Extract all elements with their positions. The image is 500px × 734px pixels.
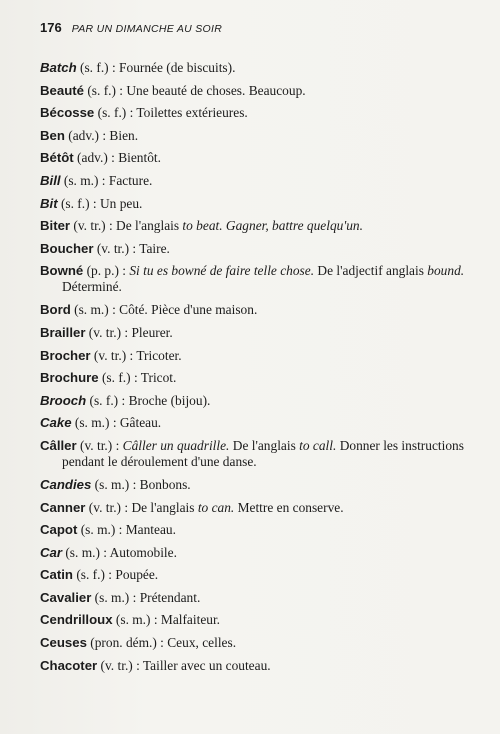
definition: Un peu. xyxy=(100,195,143,211)
headword: Car xyxy=(40,544,62,560)
definition: Pleurer. xyxy=(131,324,173,340)
headword: Bill xyxy=(40,172,61,188)
glossary-entry xyxy=(40,302,480,325)
grammar: (s. f.) : xyxy=(76,60,120,75)
glossary-entry xyxy=(40,415,480,438)
example-italic: Si tu es bowné de faire telle chose. xyxy=(129,263,315,279)
glossary-entry xyxy=(40,263,480,302)
definition: Tricoter. xyxy=(136,347,182,363)
grammar: (pron. dém.) : xyxy=(86,635,168,651)
glossary-entry xyxy=(40,60,480,83)
grammar: (s. m.) : xyxy=(91,476,140,492)
definition: Gâteau. xyxy=(119,415,162,431)
headword: Bécosse xyxy=(40,105,95,121)
definition: Bientôt. xyxy=(118,150,161,166)
headword: Chacoter xyxy=(40,657,98,673)
grammar: (s. m.) : xyxy=(70,302,120,318)
grammar: (s. m.) : xyxy=(91,589,140,605)
definition: De l'anglais xyxy=(131,499,198,515)
definition-continued: Déterminé. xyxy=(62,279,122,295)
grammar: (v. tr.) : xyxy=(70,218,117,234)
definition-tail: Mettre en conserve. xyxy=(234,499,344,515)
glossary-entry xyxy=(40,370,480,393)
running-header xyxy=(40,20,222,35)
english-word: to can. xyxy=(197,499,235,515)
glossary-entry xyxy=(40,173,480,196)
grammar: (p. p.) : xyxy=(83,263,130,279)
definition: Une beauté de choses. Beaucoup. xyxy=(126,82,306,98)
glossary-entry xyxy=(40,218,480,241)
definition: Manteau. xyxy=(125,522,176,538)
grammar: (s. f.) : xyxy=(98,370,141,386)
headword: Ben xyxy=(40,127,65,143)
headword: Candies xyxy=(40,476,92,492)
grammar: (v. tr.) : xyxy=(85,499,132,515)
headword: Beauté xyxy=(40,82,84,98)
grammar: (v. tr.) : xyxy=(97,657,143,673)
headword: Ceuses xyxy=(40,635,87,651)
glossary-entry xyxy=(40,241,480,264)
headword: Canner xyxy=(40,499,86,515)
definition: Malfaiteur. xyxy=(160,612,221,628)
grammar: (v. tr.) : xyxy=(85,324,132,340)
headword: Biter xyxy=(40,218,71,234)
grammar: (s. f.) : xyxy=(57,195,100,211)
headword: Brocher xyxy=(40,347,91,363)
headword: Bowné xyxy=(40,263,84,279)
grammar: (s. m.) : xyxy=(60,172,109,188)
glossary-entry xyxy=(40,658,480,681)
running-title: PAR UN DIMANCHE AU SOIR xyxy=(71,23,223,35)
headword: Brooch xyxy=(40,392,87,408)
grammar: (s. m.) : xyxy=(62,544,110,560)
grammar: (s. f.) : xyxy=(72,567,116,583)
headword: Boucher xyxy=(40,240,94,256)
example-italic: Câller un quadrille. xyxy=(122,437,230,453)
definition: Broche (bijou). xyxy=(128,392,211,408)
glossary-entry xyxy=(40,393,480,416)
glossary-entry xyxy=(40,635,480,658)
grammar: (v. tr.) : xyxy=(93,240,140,256)
definition: Tailler avec un couteau. xyxy=(142,657,271,673)
headword: Brailler xyxy=(40,324,86,340)
definition: Automobile. xyxy=(109,544,177,560)
definition: Facture. xyxy=(108,172,153,188)
headword: Batch xyxy=(40,60,77,75)
headword: Brochure xyxy=(40,370,99,386)
glossary-entry xyxy=(40,590,480,613)
headword: Cendrilloux xyxy=(40,612,113,628)
grammar: (s. m.) : xyxy=(71,415,120,431)
glossary-entry xyxy=(40,128,480,151)
glossary-entry xyxy=(40,150,480,173)
headword: Capot xyxy=(40,522,78,538)
glossary-entry xyxy=(40,438,480,477)
grammar: (adv.) : xyxy=(73,150,119,166)
definition: Tricot. xyxy=(140,370,177,386)
grammar: (s. f.) : xyxy=(86,392,129,408)
grammar: (s. m.) : xyxy=(77,522,126,538)
headword: Bit xyxy=(40,195,58,211)
glossary-entry xyxy=(40,545,480,568)
glossary-entry xyxy=(40,567,480,590)
grammar: (s. f.) : xyxy=(94,105,137,121)
definition-tail: Donner les instructions xyxy=(336,437,464,453)
definition: Côté. Pièce d'une maison. xyxy=(119,302,258,318)
glossary-entry xyxy=(40,105,480,128)
definition: Fournée (de biscuits). xyxy=(119,60,236,75)
headword: Bétôt xyxy=(40,150,74,166)
definition: Bonbons. xyxy=(139,476,191,492)
definition: De l'adjectif anglais xyxy=(314,263,428,279)
glossary-entry xyxy=(40,522,480,545)
definition: De l'anglais xyxy=(116,218,183,234)
definition-italic: to beat. Gagner, battre quelqu'un. xyxy=(182,218,363,234)
headword: Catin xyxy=(40,567,73,583)
definition: Bien. xyxy=(109,127,139,143)
definition: Poupée. xyxy=(115,567,159,583)
definition: Prétendant. xyxy=(139,589,201,605)
grammar: (s. f.) : xyxy=(83,82,127,98)
definition: Toilettes extérieures. xyxy=(136,105,248,121)
headword: Cake xyxy=(40,415,72,431)
grammar: (s. m.) : xyxy=(112,612,161,628)
headword: Câller xyxy=(40,437,77,453)
glossary-entry xyxy=(40,348,480,371)
glossary-entry xyxy=(40,500,480,523)
glossary-entry xyxy=(40,196,480,219)
glossary-entry xyxy=(40,83,480,106)
definition: Ceux, celles. xyxy=(167,635,237,651)
definition: De l'anglais xyxy=(229,437,300,453)
headword: Cavalier xyxy=(40,589,92,605)
glossary-entry xyxy=(40,612,480,635)
definition-continued: pendant le déroulement d'une danse. xyxy=(62,453,257,469)
glossary-list xyxy=(40,60,480,680)
headword: Bord xyxy=(40,302,71,318)
grammar: (v. tr.) : xyxy=(76,437,123,453)
grammar: (adv.) : xyxy=(64,127,110,143)
glossary-entry xyxy=(40,325,480,348)
glossary-entry xyxy=(40,477,480,500)
english-word: to call. xyxy=(299,437,337,453)
page-number: 176 xyxy=(40,20,62,35)
english-word: bound. xyxy=(427,263,465,279)
grammar: (v. tr.) : xyxy=(90,347,137,363)
definition: Taire. xyxy=(139,240,170,256)
